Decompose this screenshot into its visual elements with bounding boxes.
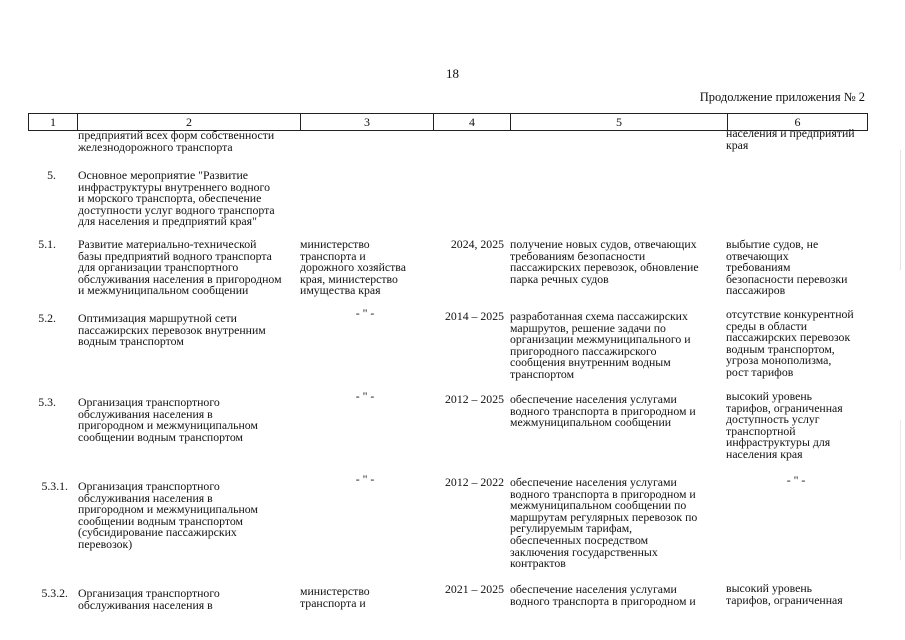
row-consequence: высокий уровень тарифов, ограниченная <box>726 581 843 607</box>
row-period: 2024, 2025 <box>450 237 504 251</box>
row-result: получение новых судов, отвечающих требованиям безопасности пассажирских перевозок, обновление парка речных судов <box>510 237 699 286</box>
row-executor: министерство транспорта и <box>300 584 370 610</box>
scan-edge-mark <box>900 420 901 560</box>
continuation-label: Продолжение приложения № 2 <box>699 90 865 104</box>
row-consequence: отсутствие конкурентной среды в области пассажирских перевозок водным транспортом, угроза монополизма, рост тарифов <box>726 307 854 379</box>
row-consequence: - " - <box>786 473 806 487</box>
header-col-4: 4 <box>434 114 511 130</box>
row-result: обеспечение населения услугами водного транспорта в пригородном и <box>510 582 696 608</box>
scan-edge-mark <box>900 150 901 270</box>
row-result: разработанная схема пассажирских маршрутов, решение задачи по организации межмуниципального и пригородного пассажирского сообщения внутренним водным транспортом <box>510 309 691 381</box>
header-col-3: 3 <box>301 114 434 130</box>
row-consequence: высокий уровень тарифов, ограниченная доступность услуг транспортной инфраструктуры для населения края <box>726 389 843 461</box>
row-executor: - " - <box>355 389 375 403</box>
row-name: Организация транспортного обслуживания населения в пригородном и межмуниципальном сообщении водным транспортом <box>78 395 258 444</box>
row-number: 5.3.2. <box>41 586 68 600</box>
row-executor: - " - <box>355 306 375 320</box>
row-period: 2012 – 2025 <box>445 392 504 406</box>
row-consequence: выбытие судов, не отвечающих требованиям безопасности перевозки пассажиров <box>726 237 848 298</box>
row-period: 2014 – 2025 <box>445 309 504 323</box>
row-number: 5. <box>47 168 56 182</box>
row-name: Развитие материально-технической базы предприятий водного транспорта для организации транспортного обслуживания населения в пригородном и межмуниципальном сообщении <box>78 237 282 298</box>
row-consequence: населения и предприятий края <box>726 126 855 152</box>
row-result: обеспечение населения услугами водного транспорта в пригородном и межмуниципальном сообщении <box>510 392 696 430</box>
row-result: обеспечение населения услугами водного транспорта в пригородном и межмуниципальном сообщении по маршрутам регулярных перевозок по регулируемым тарифам, обеспеченных посредством заключения государственных контрактов <box>510 475 698 571</box>
row-executor: министерство транспорта и дорожного хозяйства края, министерство имущества края <box>300 237 406 298</box>
row-name: Организация транспортного обслуживания населения в <box>78 586 220 612</box>
row-name: предприятий всех форм собственности железнодорожного транспорта <box>78 128 275 154</box>
header-col-2: 2 <box>78 114 301 130</box>
row-period: 2012 – 2022 <box>445 475 504 489</box>
row-number: 5.2. <box>38 311 56 325</box>
row-name: Организация транспортного обслуживания населения в пригородном и межмуниципальном сообщении водным транспортом (субсидирование пассажирских перевозок) <box>78 479 258 551</box>
header-col-5: 5 <box>511 114 728 130</box>
row-name: Оптимизация маршрутной сети пассажирских перевозок внутренним водным транспортом <box>78 311 266 349</box>
header-col-6: 6 <box>794 115 801 129</box>
page-number: 18 <box>446 66 459 81</box>
row-name: Основное мероприятие "Развитие инфраструктуры внутреннего водного и морского транспорта, обеспечение доступности услуг водного транспорта для населения и предприятий края" <box>78 168 275 229</box>
row-number: 5.1. <box>38 237 56 251</box>
header-col-1: 1 <box>29 114 78 130</box>
row-number: 5.3.1. <box>41 479 68 493</box>
row-period: 2021 – 2025 <box>445 582 504 596</box>
row-executor: - " - <box>355 472 375 486</box>
row-number: 5.3. <box>38 395 56 409</box>
